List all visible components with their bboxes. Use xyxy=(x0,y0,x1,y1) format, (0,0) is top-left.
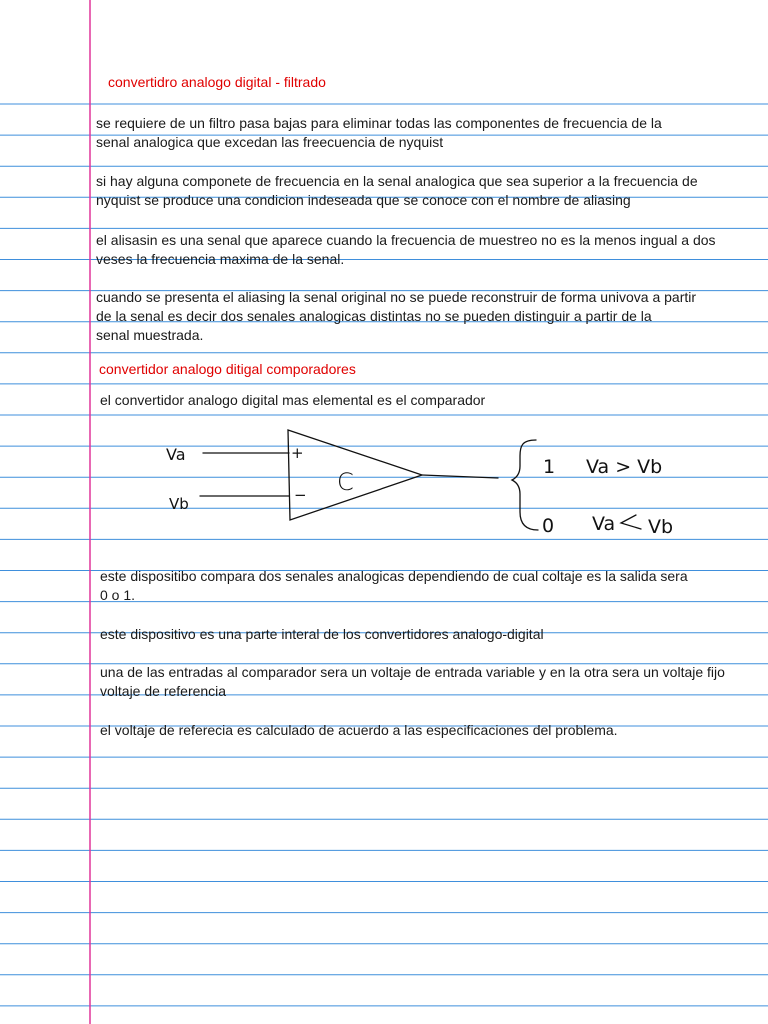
label-va: Va xyxy=(166,445,186,464)
case-zero-condition-a: Va xyxy=(592,513,616,535)
minus-sign: − xyxy=(294,486,307,504)
paragraph-line: se requiere de un filtro pasa bajas para eliminar todas las componentes de frecuencia de la xyxy=(96,115,662,131)
paragraph-line: una de las entradas al comparador sera un voltaje de entrada variable y en la otra sera un voltaje fijo xyxy=(100,664,725,680)
case-zero-condition-b: Vb xyxy=(648,516,674,538)
paragraph-line: cuando se presenta el aliasing la senal original no se puede reconstruir de forma univova a partir xyxy=(96,289,697,305)
paragraph-line: voltaje de referencia xyxy=(100,683,227,699)
paragraph-line: senal muestrada. xyxy=(96,327,204,343)
case-one-condition: Va > Vb xyxy=(586,456,663,478)
paragraph-line: este dispositivo es una parte interal de los convertidores analogo-digital xyxy=(100,626,544,642)
paragraph-line: veses la frecuencia maxima de la senal. xyxy=(96,251,345,267)
case-one-value: 1 xyxy=(543,456,556,478)
paragraph-line: el convertidor analogo digital mas elemental es el comparador xyxy=(100,392,486,408)
paragraph-line: el alisasin es una senal que aparece cuando la frecuencia de muestreo no es la menos ingual a dos xyxy=(96,232,716,248)
section-heading-filtrado: convertidro analogo digital - filtrado xyxy=(108,74,326,90)
plus-sign: + xyxy=(291,444,304,462)
paragraph-line: senal analogica que excedan las freecuencia de nyquist xyxy=(96,134,444,150)
paragraph-line: si hay alguna componete de frecuencia en la senal analogica que sea superior a la frecuencia de xyxy=(96,173,698,189)
center-label: C xyxy=(337,468,354,496)
label-vb: Vb xyxy=(169,495,189,513)
section-heading-comparadores: convertidor analogo ditigal comporadores xyxy=(99,361,356,377)
paragraph-line: este dispositibo compara dos senales analogicas dependiendo de cual coltaje es la salida sera xyxy=(100,568,688,584)
paragraph-line: de la senal es decir dos senales analogicas distintas no se pueden distinguir a partir de la xyxy=(96,308,652,324)
case-zero-value: 0 xyxy=(542,515,555,537)
paragraph-line: nyquist se produce una condicion indeseada que se conoce con el nombre de aliasing xyxy=(96,192,631,208)
paragraph-line: 0 o 1. xyxy=(100,587,136,603)
paragraph-line: el voltaje de referecia es calculado de acuerdo a las especificaciones del problema. xyxy=(100,722,618,738)
